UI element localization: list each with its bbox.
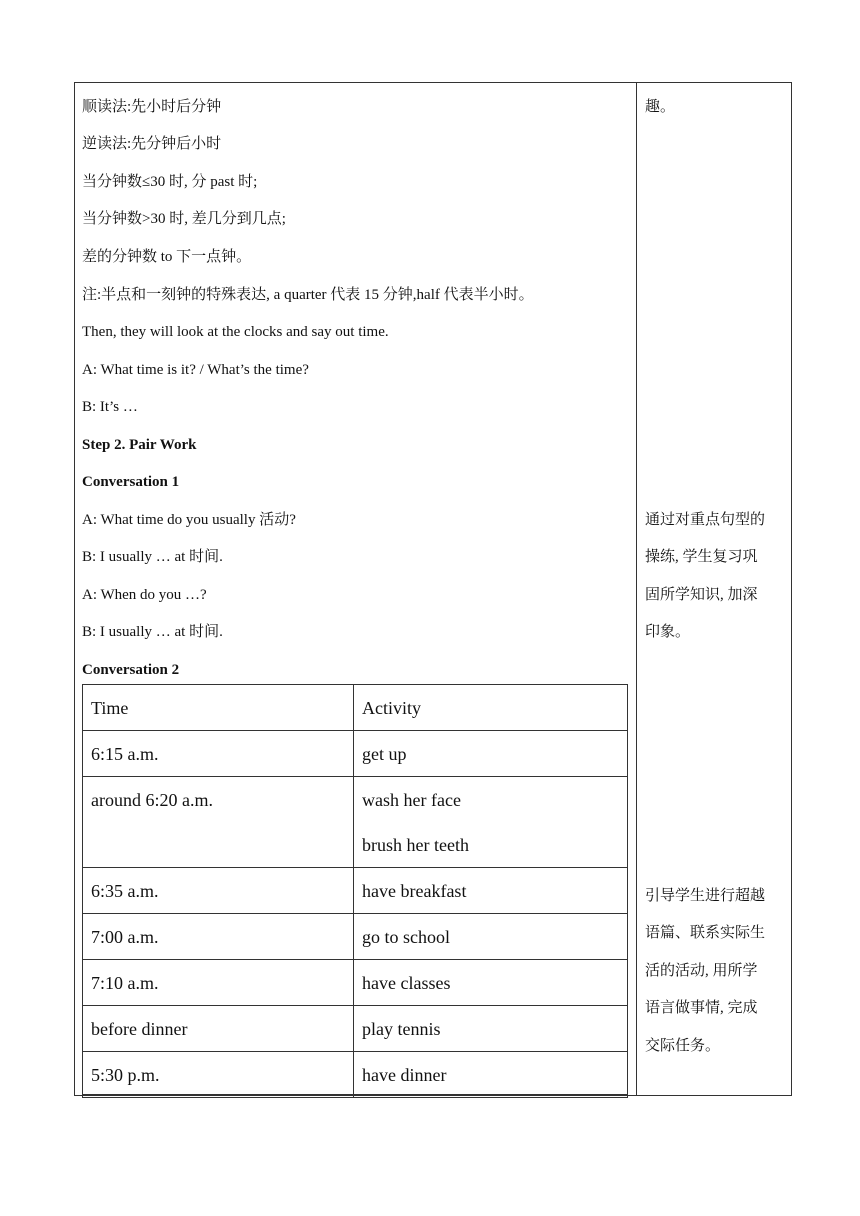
activity-value: play tennis [362, 1019, 441, 1039]
schedule-table [82, 684, 628, 1098]
activity-cell [354, 1006, 628, 1052]
time-value: around 6:20 a.m. [91, 790, 213, 810]
activity-cell [354, 868, 628, 914]
text-line: 注:半点和一刻钟的特殊表达, a quarter 代表 15 分钟,half 代表半小时。 [82, 287, 534, 303]
note-line: 固所学知识, 加深 [645, 587, 758, 603]
text-line: 当分钟数>30 时, 差几分到几点; [82, 211, 286, 227]
time-cell [83, 1052, 354, 1098]
time-cell [83, 868, 354, 914]
note-line: 交际任务。 [645, 1038, 721, 1054]
text-line: Then, they will look at the clocks and say out time. [82, 324, 389, 340]
column-divider [636, 82, 637, 1096]
time-cell [83, 777, 354, 868]
text-line: A: When do you …? [82, 587, 207, 603]
text-line: B: I usually … at 时间. [82, 624, 223, 640]
activity-cell [354, 914, 628, 960]
text-line: B: I usually … at 时间. [82, 549, 223, 565]
activity-value: wash her face [362, 790, 461, 810]
time-value: 6:15 a.m. [91, 744, 159, 764]
table-row [83, 1006, 628, 1052]
activity-cell [354, 960, 628, 1006]
section-heading: Conversation 1 [82, 474, 180, 490]
note-line: 印象。 [645, 624, 691, 640]
text-line: 差的分钟数 to 下一点钟。 [82, 249, 252, 265]
header-activity: Activity [362, 698, 421, 718]
note-line: 语篇、联系实际生 [645, 925, 766, 941]
activity-value: go to school [362, 927, 450, 947]
activity-value: have dinner [362, 1065, 447, 1085]
time-cell [83, 960, 354, 1006]
section-heading: Step 2. Pair Work [82, 437, 197, 453]
table-row [83, 914, 628, 960]
activity-value: brush her teeth [362, 835, 469, 855]
time-value: before dinner [91, 1019, 188, 1039]
table-header-row [83, 685, 628, 731]
note-line: 活的活动, 用所学 [645, 963, 758, 979]
table-header-cell [354, 685, 628, 731]
table-row [83, 731, 628, 777]
note-line: 通过对重点句型的 [645, 512, 766, 528]
activity-cell [354, 1052, 628, 1098]
table-row [83, 777, 628, 868]
table-row [83, 960, 628, 1006]
section-heading: Conversation 2 [82, 662, 180, 678]
time-value: 6:35 a.m. [91, 881, 159, 901]
table-header-cell [83, 685, 354, 731]
note-line: 操练, 学生复习巩 [645, 549, 758, 565]
text-line: 逆读法:先分钟后小时 [82, 136, 222, 152]
time-value: 7:00 a.m. [91, 927, 159, 947]
time-value: 5:30 p.m. [91, 1065, 160, 1085]
text-line: B: It’s … [82, 399, 138, 415]
table-row [83, 1052, 628, 1098]
top-note: 趣。 [645, 99, 676, 115]
text-line: A: What time is it? / What’s the time? [82, 362, 309, 378]
text-line: 当分钟数≤30 时, 分 past 时; [82, 174, 258, 190]
time-value: 7:10 a.m. [91, 973, 159, 993]
header-time: Time [91, 698, 129, 718]
time-cell [83, 1006, 354, 1052]
text-line: 顺读法:先小时后分钟 [82, 99, 222, 115]
time-cell [83, 914, 354, 960]
note-line: 引导学生进行超越 [645, 888, 766, 904]
table-row [83, 868, 628, 914]
activity-value: get up [362, 744, 407, 764]
text-line: A: What time do you usually 活动? [82, 512, 296, 528]
activity-cell [354, 731, 628, 777]
activity-cell [354, 777, 628, 868]
activity-value: have classes [362, 973, 451, 993]
time-cell [83, 731, 354, 777]
note-line: 语言做事情, 完成 [645, 1000, 758, 1016]
activity-value: have breakfast [362, 881, 467, 901]
table-bottom-rule [82, 1094, 628, 1095]
